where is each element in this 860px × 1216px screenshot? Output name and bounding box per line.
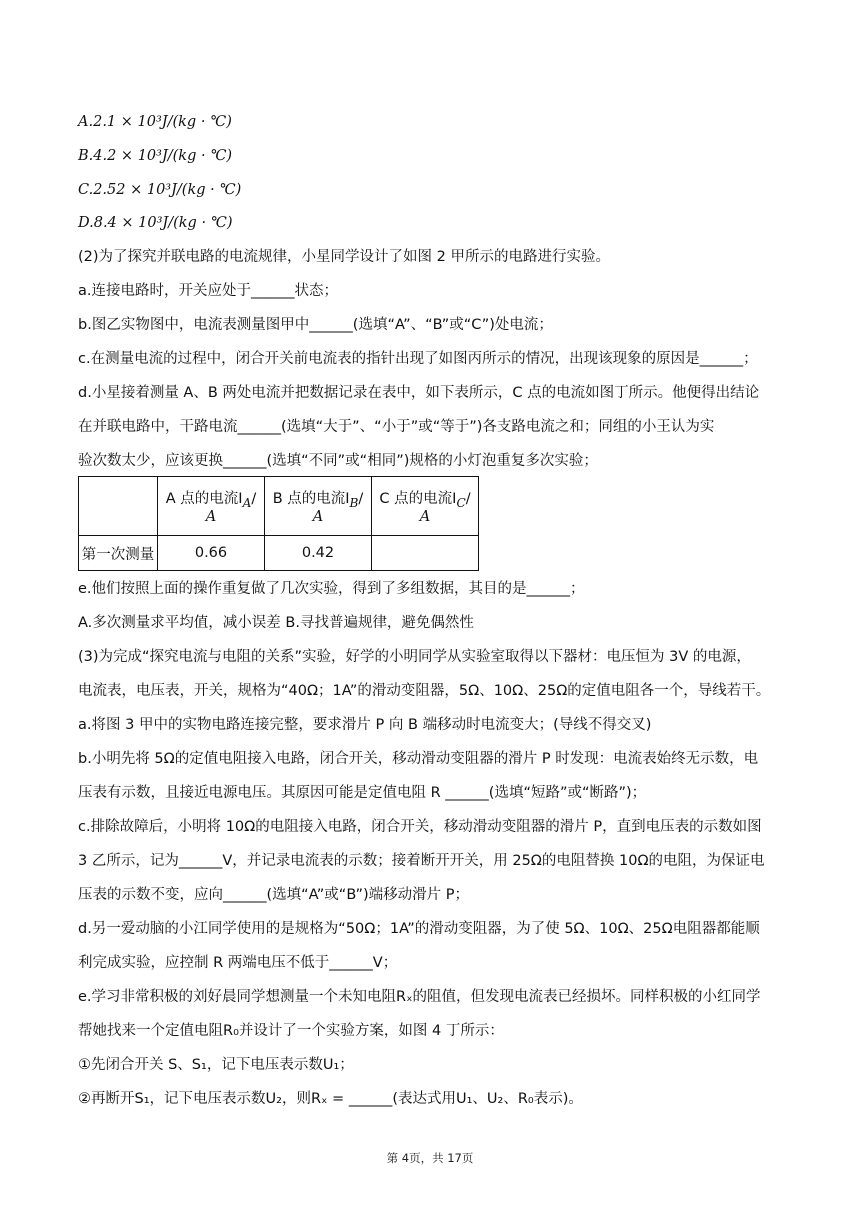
q3-b2: 压表有示数，且接近电源电压。其原因可能是定值电阻 R ______(选填“短路”或“断路”)； — [78, 785, 647, 801]
q3-step2: ②再断开S₁，记下电压表示数U₂，则Rₓ = ______(表达式用U₁、U₂、R₀表示)。 — [78, 1091, 583, 1107]
option-text: 4.2 × 10³J/(kg · ℃) — [93, 148, 233, 164]
q2-d2: 在并联电路中，干路电流______(选填“大于”、“小于”或“等于”)各支路电流之和；同组的小王认为实 — [78, 419, 715, 435]
q2-e-choices: A.多次测量求平均值，减小误差 B.寻找普遍规律，避免偶然性 — [78, 615, 474, 631]
q3-c3: 压表的示数不变，应向______(选填“A”或“B”)端移动滑片 P； — [78, 887, 469, 903]
table-cell: 0.42 — [265, 536, 372, 571]
table-header-row — [79, 477, 479, 536]
q3-intro1: (3)为完成“探究电流与电阻的关系”实验，好学的小明同学从实验室取得以下器材：电压恒为 3V 的电源， — [78, 649, 751, 665]
header-subscript: A — [242, 495, 252, 510]
header-subscript: B — [349, 495, 359, 510]
option-text: 8.4 × 10³J/(kg · ℃) — [93, 215, 233, 231]
q3-d2: 利完成实验，应控制 R 两端电压不低于______V； — [78, 955, 398, 971]
option-letter: A. — [78, 114, 94, 130]
header-text: B 点的电流I — [272, 490, 350, 507]
q3-e2: 帮她找来一个定值电阻R₀并设计了一个实验方案，如图 4 丁所示： — [78, 1023, 504, 1039]
q3-b1: b.小明先将 5Ω的定值电阻接入电路，闭合开关，移动滑动变阻器的滑片 P 时发现：电流表始终无示数，电 — [78, 751, 759, 767]
q2-d1: d.小星接着测量 A、B 两处电流并把数据记录在表中，如下表所示，C 点的电流如图丁所示。他便得出结论 — [78, 385, 760, 401]
q3-e1: e.学习非常积极的刘好晨同学想测量一个未知电阻Rₓ的阻值，但发现电流表已经损坏。同样积极的小红同学 — [78, 989, 761, 1005]
table-header-cell-empty — [79, 477, 158, 536]
q2-c: c.在测量电流的过程中，闭合开关前电流表的指针出现了如图丙所示的情况，出现该现象的原因是______； — [78, 351, 758, 367]
q3-step1: ①先闭合开关 S、S₁，记下电压表示数U₁； — [78, 1057, 354, 1073]
q3-c1: c.排除故障后，小明将 10Ω的电阻接入电路，闭合开关，移动滑动变阻器的滑片 P，直到电压表的示数如图 — [78, 819, 762, 835]
option-letter: B. — [78, 148, 94, 164]
header-unit: A — [419, 509, 431, 526]
table-row-label: 第一次测量 — [79, 536, 158, 571]
header-unit: A — [312, 509, 324, 526]
q3-a: a.将图 3 甲中的实物电路连接完整，要求滑片 P 向 B 端移动时电流变大；(导线不得交叉) — [78, 717, 652, 733]
option-b — [78, 146, 232, 166]
table-cell — [372, 536, 479, 571]
header-subscript: C — [456, 495, 466, 510]
option-d — [78, 213, 233, 233]
option-text: 2.52 × 10³J/(kg · ℃) — [93, 182, 242, 198]
header-unit: A — [205, 509, 217, 526]
option-letter: C. — [78, 182, 94, 198]
table-header-cell: A 点的电流$I_A/$ A — [158, 477, 265, 536]
q2-a: a.连接电路时，开关应处于______状态； — [78, 283, 338, 299]
option-text: 2.1 × 10³J/(kg · ℃) — [93, 114, 232, 130]
table-row — [79, 536, 479, 571]
header-text: C 点的电流I — [379, 490, 457, 507]
current-data-table — [78, 476, 479, 571]
q2-intro: (2)为了探究并联电路的电流规律，小星同学设计了如图 2 甲所示的电路进行实验。 — [78, 249, 610, 265]
q2-b: b.图乙实物图中，电流表测量图甲中______(选填“A”、“B”或“C”)处电流； — [78, 317, 553, 333]
q2-d3: 验次数太少，应该更换______(选填“不同”或“相同”)规格的小灯泡重复多次实验； — [78, 453, 598, 469]
option-letter: D. — [78, 215, 94, 231]
table-header-cell: B 点的电流$I_B/$ A — [265, 477, 372, 536]
option-a — [78, 112, 232, 132]
q3-d1: d.另一爱动脑的小江同学使用的是规格为“50Ω；1A”的滑动变阻器，为了使 5Ω、10Ω、25Ω电阻器都能顺 — [78, 921, 760, 937]
header-text: A 点的电流I — [165, 490, 243, 507]
q3-c2: 3 乙所示，记为______V，并记录电流表的示数；接着断开开关，用 25Ω的电阻替换 10Ω的电阻，为保证电 — [78, 853, 765, 869]
table-cell: 0.66 — [158, 536, 265, 571]
page-footer: 第 4页，共 17页 — [386, 1151, 474, 1165]
q2-e: e.他们按照上面的操作重复做了几次实验，得到了多组数据，其目的是______； — [78, 581, 585, 597]
q3-intro2: 电流表，电压表，开关，规格为“40Ω；1A”的滑动变阻器，5Ω、10Ω、25Ω的定值电阻各一个，导线若干。 — [78, 683, 771, 699]
table-header-cell: C 点的电流$I_C/$ A — [372, 477, 479, 536]
option-c — [78, 180, 241, 200]
